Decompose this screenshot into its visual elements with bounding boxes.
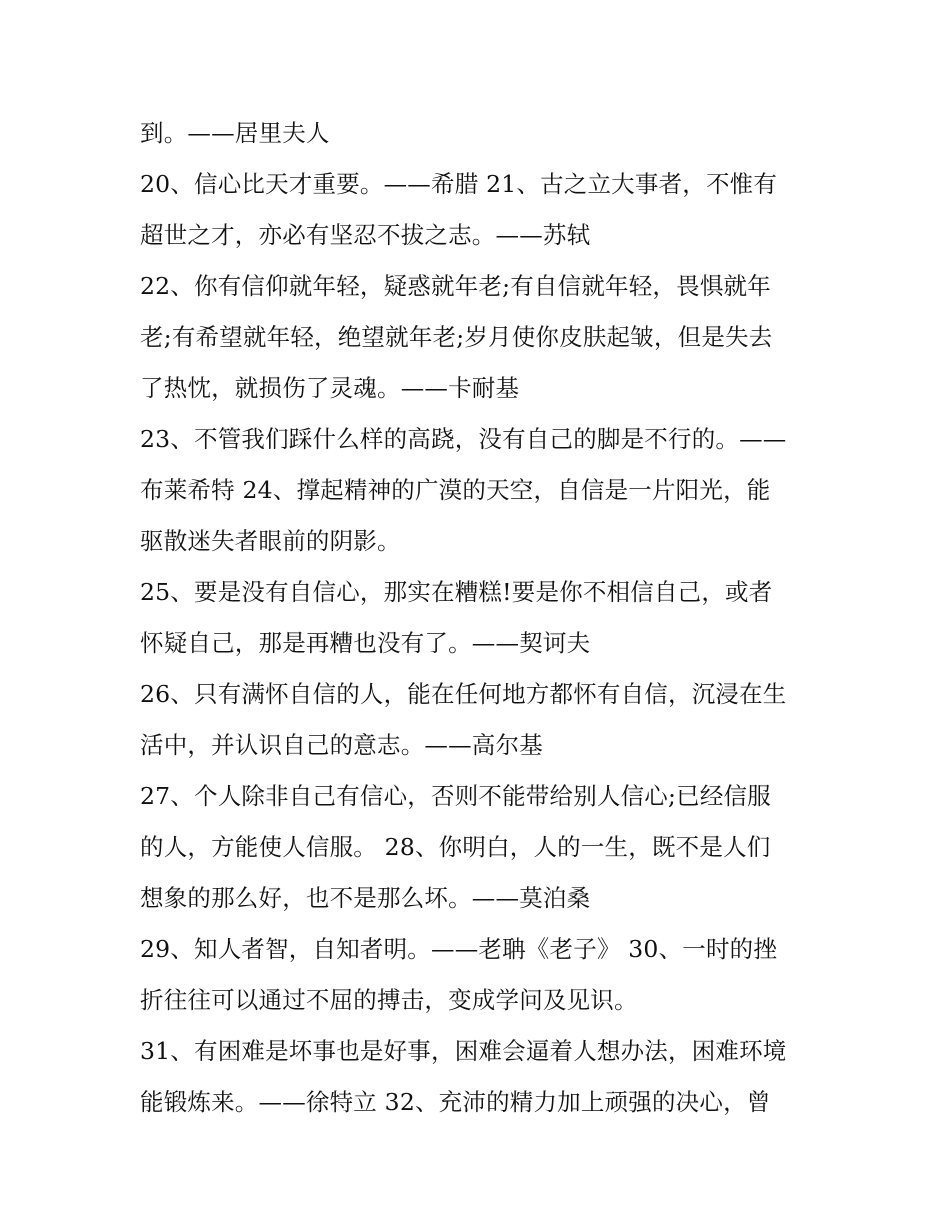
text-line: 26、只有满怀自信的人，能在任何地方都怀有自信，沉浸在生 [140,680,787,708]
text-line: 29、知人者智，自知者明。——老聃《老子》 30、一时的挫 [140,935,778,963]
text-line: 驱散迷失者眼前的阴影。 [140,527,401,555]
text-line: 能锻炼来。——徐特立 32、充沛的精力加上顽强的决心，曾 [140,1088,771,1116]
text-line: 超世之才，亦必有坚忍不拔之志。——苏轼 [140,221,591,249]
text-line: 怀疑自己，那是再糟也没有了。——契诃夫 [140,629,591,657]
text-line: 20、信心比天才重要。——希腊 21、古之立大事者，不惟有 [140,170,778,198]
quote-text-body [140,108,820,1128]
text-line: 31、有困难是坏事也是好事，困难会逼着人想办法，困难环境 [140,1037,787,1065]
text-line: 22、你有信仰就年轻，疑惑就年老;有自信就年轻，畏惧就年 [140,272,771,300]
text-line: 活中，并认识自己的意志。——高尔基 [140,731,543,759]
text-line: 折往往可以通过不屈的搏击，变成学问及见识。 [140,986,638,1014]
text-line: 到。——居里夫人 [140,119,330,147]
text-line: 老;有希望就年轻，绝望就年老;岁月使你皮肤起皱，但是失去 [140,323,773,351]
text-line: 23、不管我们踩什么样的高跷，没有自己的脚是不行的。—— [140,425,787,453]
text-line: 25、要是没有自信心，那实在糟糕!要是你不相信自己，或者 [140,578,773,606]
text-line: 了热忱，就损伤了灵魂。——卡耐基 [140,374,520,402]
text-line: 27、个人除非自己有信心，否则不能带给别人信心;已经信服 [140,782,771,810]
text-line: 布莱希特 24、撑起精神的广漠的天空，自信是一片阳光，能 [140,476,771,504]
text-line: 的人，方能使人信服。 28、你明白，人的一生，既不是人们 [140,833,771,861]
text-line: 想象的那么好，也不是那么坏。——莫泊桑 [140,884,591,912]
